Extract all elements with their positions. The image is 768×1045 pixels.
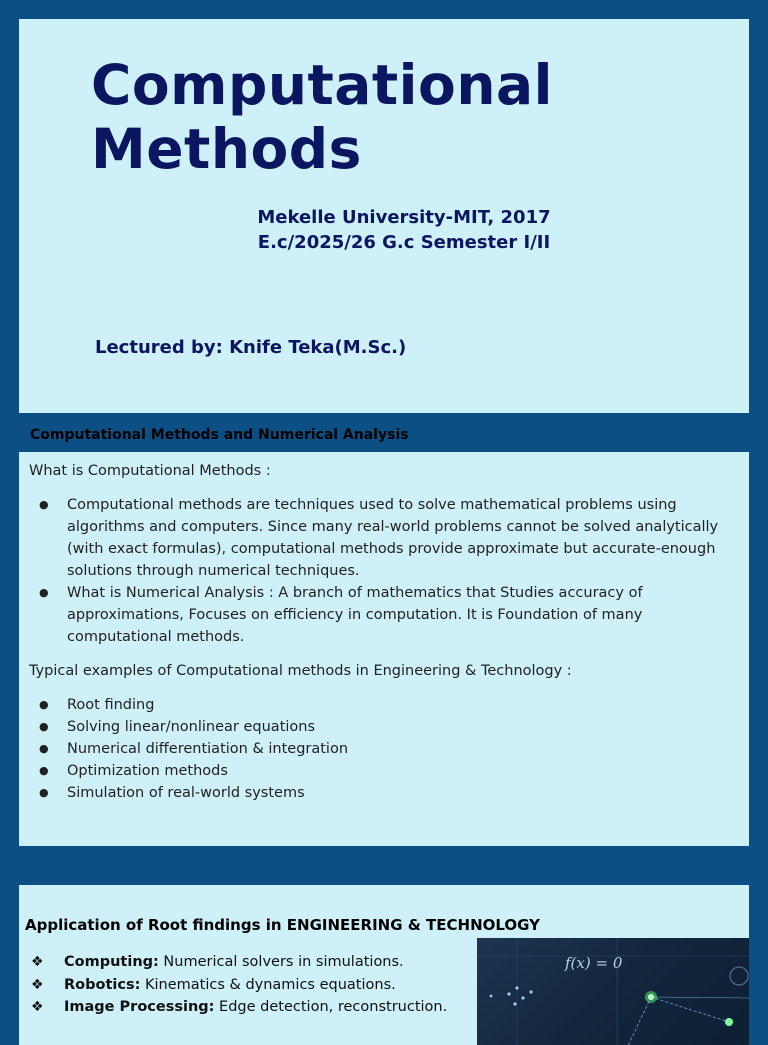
title-line-1: Computational bbox=[91, 53, 553, 117]
partial-heading-text: Computational Methods and Numerical Analysis bbox=[30, 427, 409, 443]
list-item: ● Optimization methods bbox=[29, 760, 729, 782]
item-text: Edge detection, reconstruction. bbox=[214, 999, 448, 1015]
examples-list bbox=[29, 694, 729, 804]
applications-heading: Application of Root findings in ENGINEERING & TECHNOLOGY bbox=[25, 916, 541, 934]
list-item: ● Root finding bbox=[29, 694, 729, 716]
definitions-slide bbox=[19, 452, 749, 846]
list-item bbox=[29, 974, 447, 997]
item-text: Numerical solvers in simulations. bbox=[158, 954, 404, 970]
list-item: ● Computational methods are techniques used to solve mathematical problems using algorithms and computers. Since many real-world problems cannot be solved analytically (with exact formulas), computational methods provide approximate but accurate-enough solutions through numerical techniques. bbox=[29, 494, 729, 582]
question-text: What is Computational Methods : bbox=[29, 463, 271, 479]
item-label: Robotics: bbox=[64, 976, 141, 993]
lecturer-credit: Lectured by: Knife Teka(M.Sc.) bbox=[95, 337, 407, 358]
list-item bbox=[29, 996, 447, 1019]
list-item: ● What is Numerical Analysis : A branch of mathematics that Studies accuracy of approximations, Focuses on efficiency in computation. It is Foundation of many computational methods. bbox=[29, 582, 729, 648]
item-label: Image Processing: bbox=[64, 999, 215, 1015]
subtitle-line-1: Mekelle University-MIT, 2017 bbox=[257, 207, 551, 228]
diamond-bullet-icon: ❖ bbox=[31, 954, 44, 970]
slide2-partial-heading bbox=[30, 423, 490, 443]
item-label: Computing: bbox=[64, 954, 159, 970]
applications-slide bbox=[19, 885, 749, 1045]
network-illustration bbox=[477, 938, 749, 1045]
definition-list bbox=[29, 494, 729, 648]
network-graphic bbox=[477, 938, 749, 1045]
title-slide bbox=[19, 19, 749, 413]
list-item bbox=[29, 951, 447, 974]
subtitle-line-2: E.c/2025/26 G.c Semester I/II bbox=[257, 232, 551, 253]
formula-text: f(x) = 0 bbox=[565, 954, 623, 972]
list-item: ● Numerical differentiation & integration bbox=[29, 738, 729, 760]
list-item: ● Solving linear/nonlinear equations bbox=[29, 716, 729, 738]
slide-title bbox=[91, 53, 553, 181]
item-text: Kinematics & dynamics equations. bbox=[140, 976, 396, 993]
diamond-bullet-icon: ❖ bbox=[31, 976, 44, 993]
examples-heading: Typical examples of Computational methods in Engineering & Technology : bbox=[29, 663, 572, 679]
list-item: ● Simulation of real-world systems bbox=[29, 782, 729, 804]
title-line-2: Methods bbox=[91, 117, 362, 181]
slide-subtitle bbox=[19, 205, 749, 255]
diamond-bullet-icon: ❖ bbox=[31, 999, 44, 1015]
applications-list bbox=[29, 951, 447, 1019]
